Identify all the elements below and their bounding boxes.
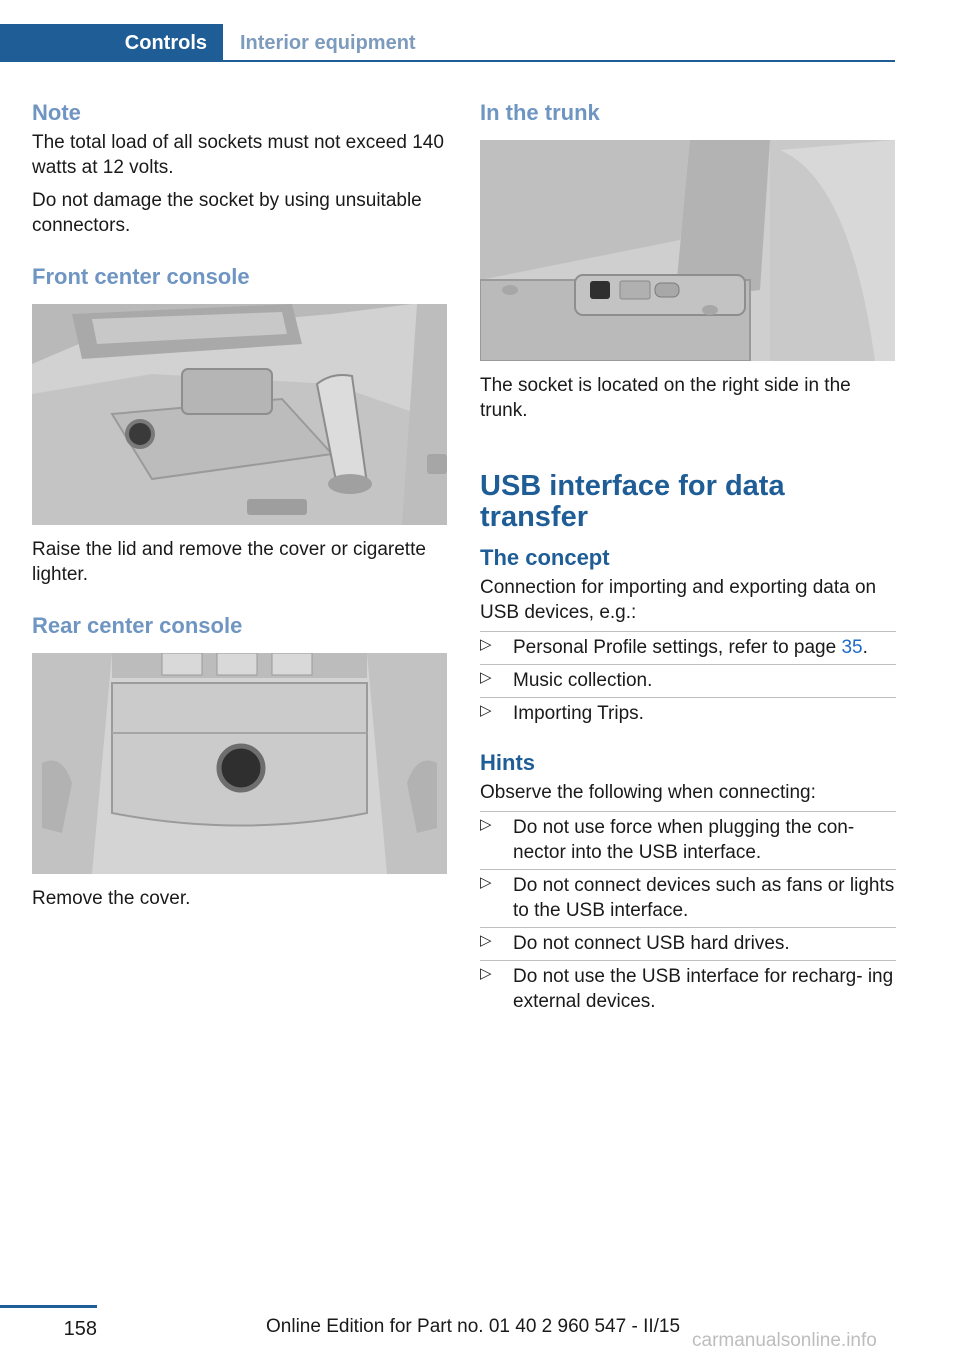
left-column [32, 100, 448, 911]
bullet-icon: ▷ [480, 965, 492, 982]
rear-console-caption: Remove the cover. [32, 888, 191, 909]
note-title: Note [32, 100, 81, 125]
bullet-icon: ▷ [480, 702, 492, 719]
list-item: ▷ Do not connect USB hard drives. [480, 928, 896, 960]
watermark: carmanualsonline.info [692, 1330, 877, 1351]
front-console-caption: Raise the lid and remove the cover or cigarette lighter. [32, 539, 426, 585]
running-header [0, 24, 895, 62]
front-console-illustration [32, 304, 447, 525]
hints-intro: Observe the following when connecting: [480, 782, 816, 803]
trunk-caption: The socket is located on the right side in the trunk. [480, 375, 851, 421]
edition-note: Online Edition for Part no. 01 40 2 960 547 - II/15 [266, 1316, 681, 1337]
trunk-title: In the trunk [480, 100, 600, 125]
bullet-icon: ▷ [480, 816, 492, 833]
bullet-icon: ▷ [480, 636, 492, 653]
bullet-icon: ▷ [480, 669, 492, 686]
rear-console-title: Rear center console [32, 613, 243, 638]
header-subsection: Interior equipment [240, 32, 416, 54]
hints-list [480, 812, 896, 1018]
trunk-illustration [480, 140, 895, 361]
header-rule [223, 60, 895, 62]
usb-section-title: USB interface for data transfer [480, 470, 785, 533]
right-column [480, 100, 896, 1018]
bullet-icon: ▷ [480, 932, 492, 949]
front-console-title: Front center console [32, 264, 250, 289]
list-item: ▷ Do not use the USB interface for recharg‐ ing external devices. [480, 961, 896, 1018]
header-section-tab: Controls [0, 24, 223, 62]
list-item: ▷ Importing Trips. [480, 698, 896, 730]
list-item: ▷ Do not use force when plugging the con‐ nector into the USB interface. [480, 812, 896, 869]
page-number: 158 [63, 1318, 97, 1340]
bullet-icon: ▷ [480, 874, 492, 891]
note-paragraph-1: The total load of all sockets must not exceed 140 watts at 12 volts. [32, 132, 444, 178]
concept-list [480, 632, 896, 730]
note-paragraph-2: Do not damage the socket by using unsuitable connectors. [32, 190, 422, 236]
list-item: ▷ Music collection. [480, 665, 896, 697]
concept-intro: Connection for importing and exporting data on USB devices, e.g.: [480, 577, 877, 623]
list-item: ▷ Do not connect devices such as fans or lights to the USB interface. [480, 870, 896, 927]
rear-console-illustration [32, 653, 447, 874]
footer-page-bar [0, 1305, 97, 1308]
list-item: ▷ Personal Profile settings, refer to page 35. [480, 632, 896, 664]
hints-title: Hints [480, 750, 535, 775]
concept-title: The concept [480, 545, 610, 570]
page-reference-link[interactable]: 35 [841, 637, 863, 658]
